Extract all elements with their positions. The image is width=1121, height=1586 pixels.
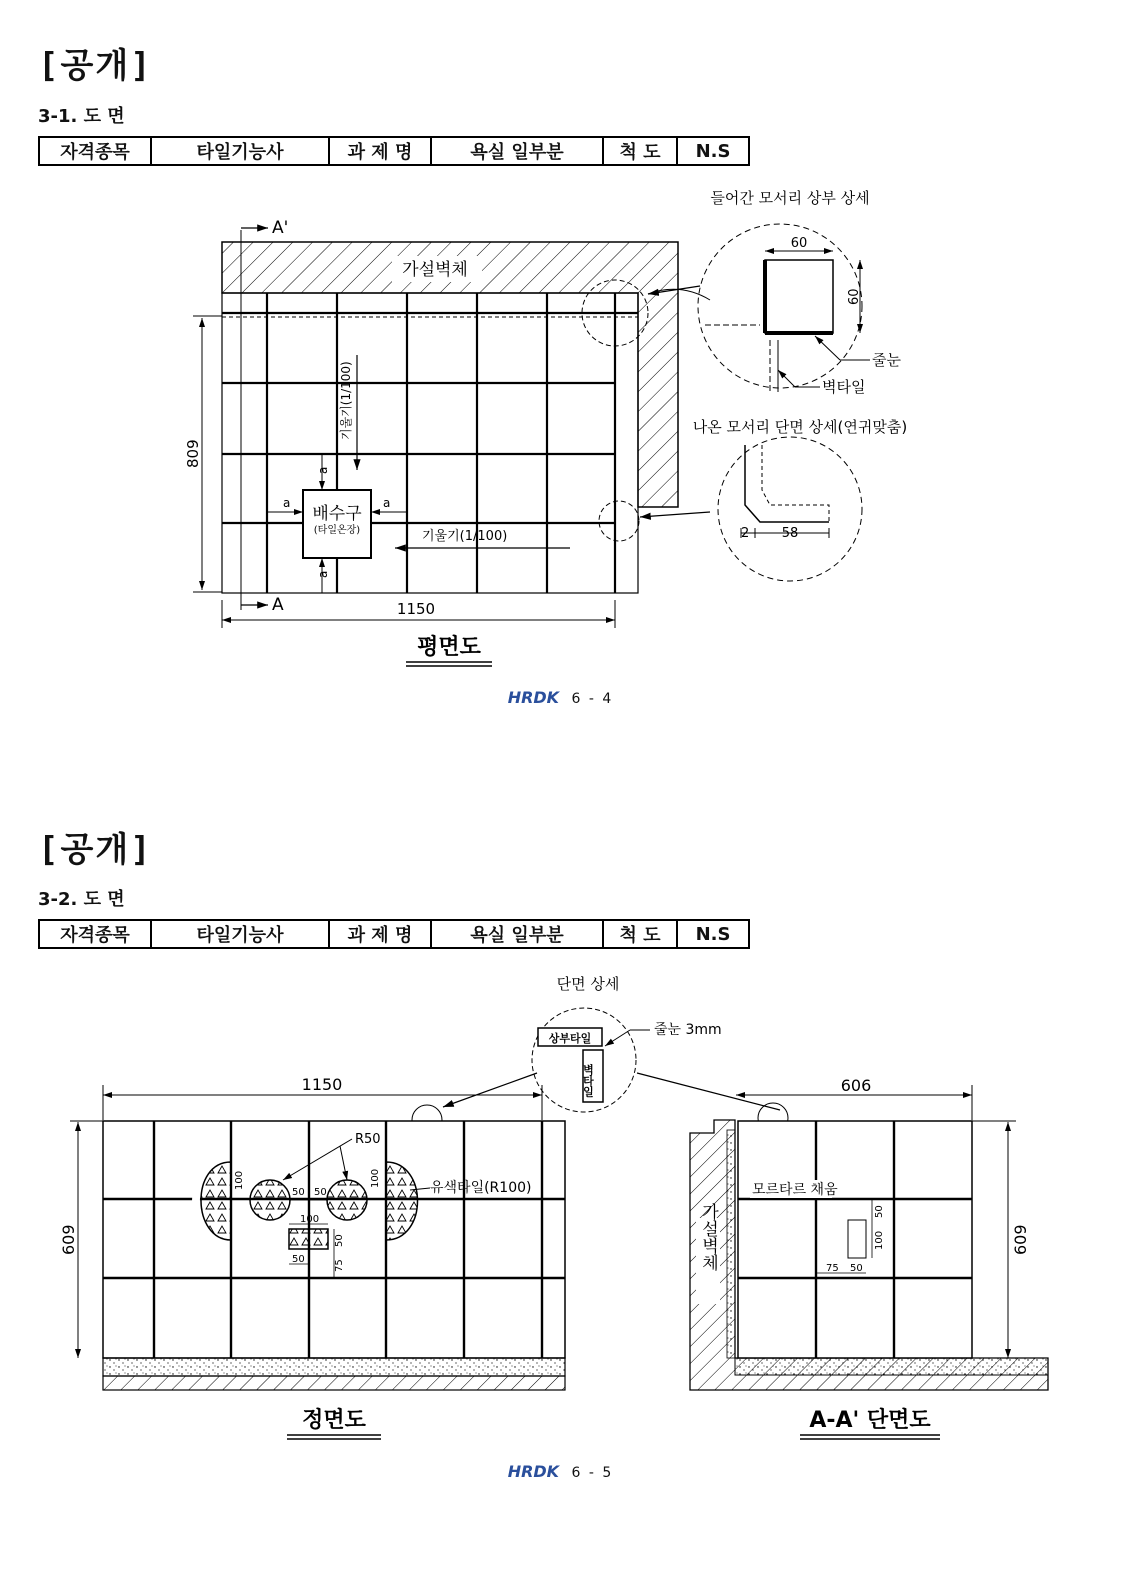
r50-label: R50 [355, 1132, 381, 1147]
page1-footer [0, 688, 1121, 707]
detail1-dim-w: 60 [790, 236, 808, 251]
dim-a-bottom: a [316, 570, 330, 578]
wall-tile-label: 벽타일 [581, 1064, 595, 1097]
front-height-609: 609 [59, 1224, 78, 1255]
dim-height-809: 809 [184, 439, 202, 468]
detail1-tile [765, 260, 833, 333]
front-dim-50d: 50 [292, 1254, 305, 1265]
page2-number: 6 - 5 [571, 1465, 614, 1481]
section-height-609: 609 [1011, 1224, 1030, 1255]
section-dim-50b: 50 [850, 1263, 863, 1274]
plan-drawing [0, 0, 1121, 680]
mortar-label: 모르타르 채움 [752, 1182, 838, 1198]
info-label-task: 과 제 명 [329, 137, 431, 165]
page2-footer [0, 1462, 1121, 1481]
info-value-task: 욕실 일부분 [431, 137, 603, 165]
front-dim-100c: 100 [300, 1214, 320, 1225]
detail2-circle [718, 437, 862, 581]
drain-label: 배수구 [312, 504, 362, 524]
info-label-scale: 척 도 [603, 920, 677, 948]
page1-bracket-title: [공개] [38, 46, 153, 86]
info-label-scale: 척 도 [603, 137, 677, 165]
dim-a-right: a [383, 496, 391, 510]
info-label-task: 과 제 명 [329, 920, 431, 948]
section-mark-top: A' [272, 218, 289, 238]
section-wall-char-1: 가설벽체 [698, 1203, 718, 1271]
wall-label: 가설벽체 [402, 260, 468, 280]
info-value-qualification: 타일기능사 [151, 137, 329, 165]
info-label-qualification: 자격종목 [39, 920, 151, 948]
hrdk-logo: HRDK [507, 1462, 560, 1481]
page2-bracket-title: [공개] [38, 830, 153, 870]
front-view-name: 정면도 [302, 1408, 366, 1433]
detail1-dim-h: 60 [847, 288, 862, 305]
front-dim-100a: 100 [234, 1170, 245, 1190]
front-dim-100b: 100 [370, 1168, 381, 1188]
section-mark-bottom: A [272, 595, 284, 615]
slope-horizontal: 기울기(1/100) [422, 529, 508, 544]
page2-info-table [38, 919, 750, 949]
page2-section-title: 3-2. 도 면 [38, 889, 125, 910]
detail1-title: 들어간 모서리 상부 상세 [710, 189, 870, 207]
front-width-1150: 1150 [301, 1075, 343, 1094]
section-dim-100: 100 [874, 1230, 885, 1250]
front-dim-50a: 50 [292, 1187, 305, 1198]
detail1-tile-label: 벽타일 [822, 378, 866, 396]
detail2-marker [599, 501, 639, 541]
section-dim-50: 50 [874, 1205, 885, 1218]
info-value-scale: N.S [677, 920, 749, 948]
front-dim-75: 75 [334, 1259, 345, 1272]
drain-box [303, 490, 371, 558]
front-and-section-drawing [0, 960, 1121, 1460]
round-tile-right [327, 1180, 367, 1220]
dim-a-top: a [316, 466, 330, 474]
section-dim-75: 75 [826, 1263, 839, 1274]
info-value-task: 욕실 일부분 [431, 920, 603, 948]
front-dim-50c: 50 [334, 1234, 345, 1247]
dim-width-1150: 1150 [396, 600, 436, 618]
info-value-qualification: 타일기능사 [151, 920, 329, 948]
upper-tile-label: 상부타일 [548, 1032, 592, 1045]
drain-note: (타일온장) [313, 525, 361, 536]
info-label-qualification: 자격종목 [39, 137, 151, 165]
page1-section-title: 3-1. 도 면 [38, 106, 125, 127]
section-detail-title: 단면 상세 [556, 975, 620, 993]
section-opening [848, 1220, 866, 1258]
info-value-scale: N.S [677, 137, 749, 165]
detail2-dim-b: 58 [781, 526, 799, 541]
rect-tile [289, 1229, 328, 1249]
joint-label: 줄눈 3mm [654, 1022, 722, 1038]
page1-number: 6 - 4 [571, 691, 614, 707]
hrdk-logo: HRDK [507, 688, 560, 707]
detail2-title: 나온 모서리 단면 상세(연귀맞춤) [692, 418, 908, 436]
front-dim-50b: 50 [314, 1187, 327, 1198]
colored-tile-label: 유색타일(R100) [430, 1180, 532, 1196]
round-tile-left [250, 1180, 290, 1220]
section-view-name: A-A' 단면도 [809, 1408, 931, 1433]
section-width-606: 606 [840, 1076, 872, 1095]
dim-a-left: a [283, 496, 291, 510]
slope-vertical: 기울기(1/100) [339, 361, 353, 440]
plan-drawing-name: 평면도 [417, 635, 481, 660]
detail1-joint: 줄눈 [872, 351, 901, 369]
detail2-dim-a: 2 [741, 526, 750, 541]
